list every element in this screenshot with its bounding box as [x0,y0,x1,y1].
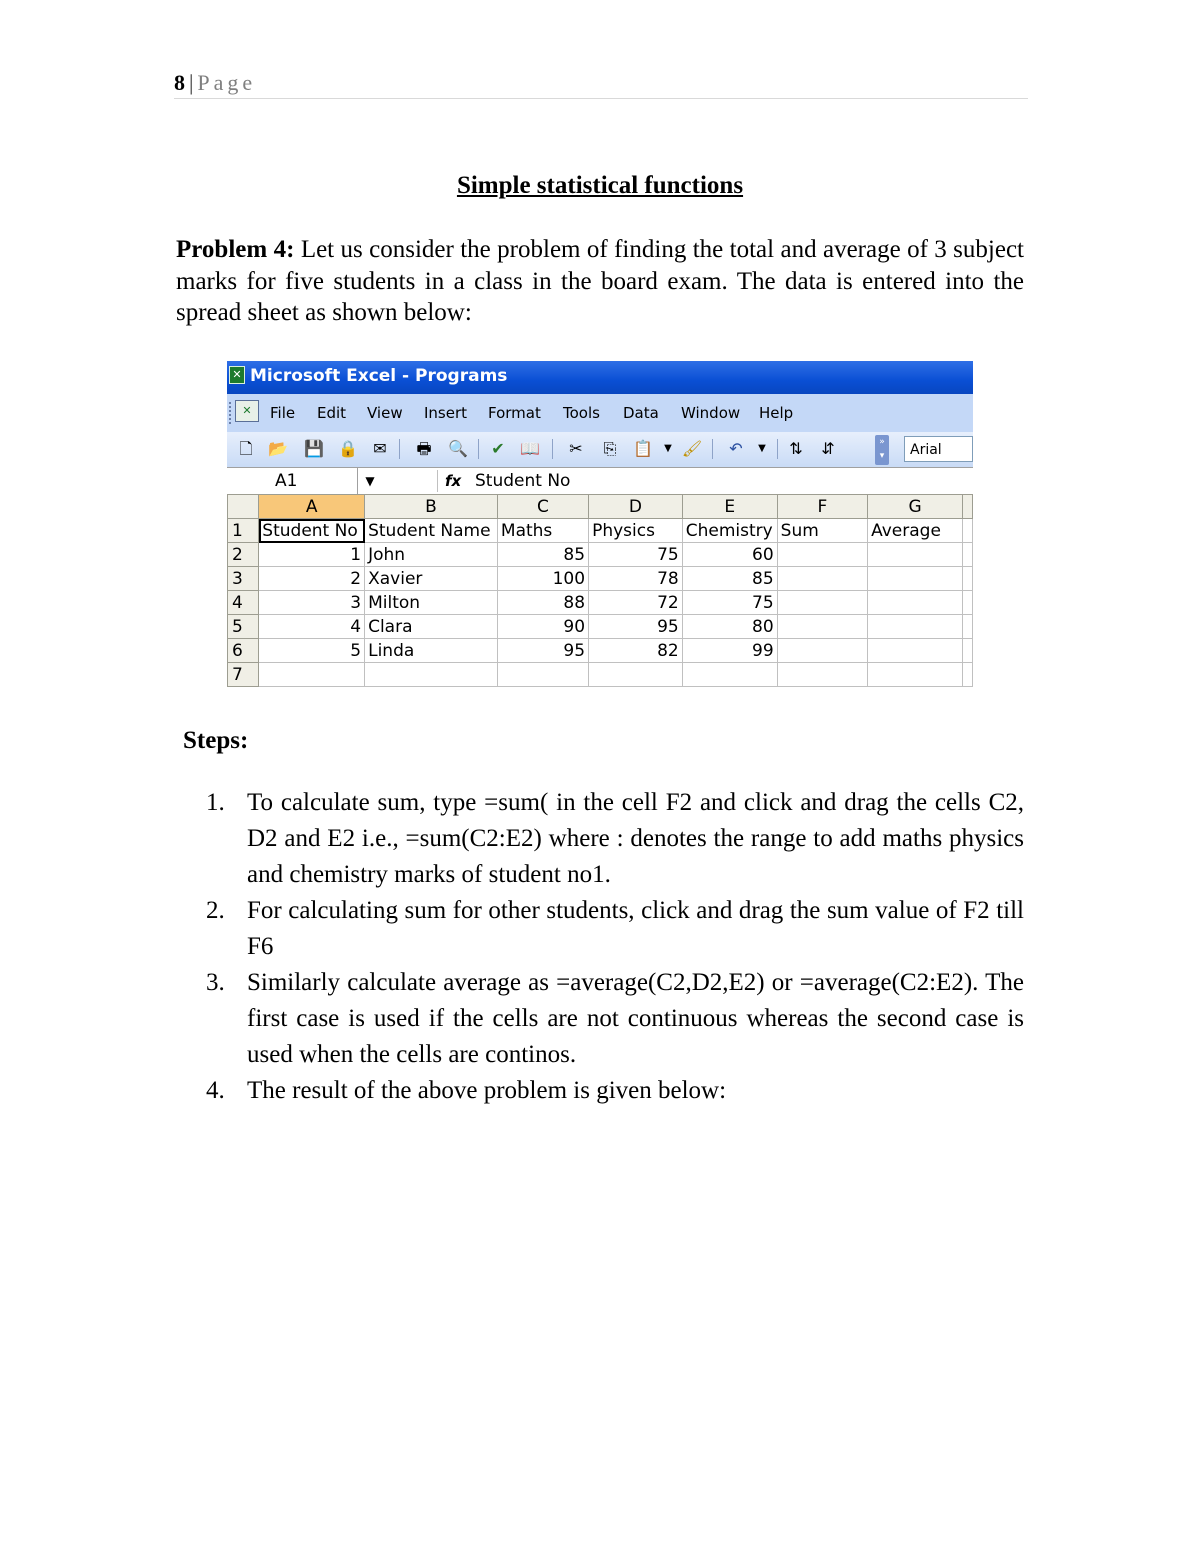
table-cell[interactable]: 78 [589,567,683,591]
toolbar-separator [777,439,778,459]
problem-text: Let us consider the problem of finding the total and average of 3 subject marks for five students in a class in the board exam. The data is entered into the spread sheet as shown below: [176,236,1025,326]
menu-view[interactable]: View [367,404,403,422]
menu-edit[interactable]: Edit [317,404,347,422]
table-cell[interactable] [868,639,963,663]
table-cell[interactable] [868,663,963,687]
excel-app-icon: ✕ [229,366,245,384]
step-text: To calculate sum, type =sum( in the cell F2 and click and drag the cells C2, D2 and E2 i.e., =sum(C2:E2) where : denotes the range to add maths physics and chemistry marks of student no1. [247,789,1024,888]
table-cell[interactable] [777,639,867,663]
table-cell[interactable]: 75 [589,543,683,567]
step-text: The result of the above problem is given below: [247,1077,727,1104]
table-cell[interactable]: 4 [259,615,365,639]
toolbar-grip [229,402,234,424]
table-cell[interactable] [777,591,867,615]
table-row [228,567,973,591]
table-cell[interactable] [777,543,867,567]
section-title: Simple statistical functions [456,172,744,199]
table-row [228,639,973,663]
step-number: 4. [206,1077,225,1104]
table-cell-filler [963,567,973,591]
table-cell[interactable]: 82 [589,639,683,663]
table-cell[interactable]: 85 [682,567,777,591]
table-cell[interactable] [868,615,963,639]
table-cell[interactable]: 100 [497,567,588,591]
row-header[interactable]: 2 [228,543,259,567]
table-cell-filler [963,543,973,567]
menu-window[interactable]: Window [681,404,741,422]
workbook-icon[interactable]: ✕ [235,400,259,422]
step-text: Similarly calculate average as =average(C2,D2,E2) or =average(C2:E2). The first case is used if the cells are not continuous whereas the second case is used when the cells are continos. [247,969,1024,1068]
name-box-dropdown-icon[interactable]: ▼ [365,474,375,488]
excel-title-bar [227,361,973,394]
table-row [228,663,973,687]
column-header[interactable]: B [365,495,498,519]
table-cell-filler [963,615,973,639]
table-cell[interactable] [365,663,498,687]
problem-statement [176,234,1024,329]
toolbar-options-chevron-icon[interactable]: » ▾ [875,435,889,465]
cut-icon[interactable]: ✂ [569,439,583,458]
step-text: For calculating sum for other students, click and drag the sum value of F2 till F6 [247,897,1024,960]
table-cell[interactable]: Student No [259,519,365,543]
table-cell-filler [963,519,973,543]
toolbar-separator [399,439,400,459]
toolbar-separator [478,439,479,459]
table-cell[interactable]: 5 [259,639,365,663]
print-icon[interactable]: 🖶 [416,439,432,458]
table-cell[interactable]: Student Name [365,519,498,543]
paste-dropdown-icon[interactable]: ▼ [664,443,672,454]
page-header [174,70,1028,99]
row-header[interactable]: 6 [228,639,259,663]
table-cell[interactable]: 95 [589,615,683,639]
email-icon[interactable]: ✉ [373,439,387,458]
table-cell[interactable] [868,591,963,615]
table-cell[interactable]: Milton [365,591,498,615]
column-header[interactable]: F [777,495,867,519]
column-header[interactable]: D [589,495,683,519]
table-row [228,519,973,543]
worksheet-grid [227,494,973,687]
step-item [206,893,1024,965]
table-cell[interactable]: 88 [497,591,588,615]
table-cell[interactable]: Physics [589,519,683,543]
table-row [228,591,973,615]
table-cell[interactable] [868,567,963,591]
table-cell[interactable]: 90 [497,615,588,639]
page-number: 8 [174,70,185,95]
menu-bar [227,394,973,432]
table-cell[interactable]: Linda [365,639,498,663]
menu-insert[interactable]: Insert [424,404,468,422]
row-header[interactable]: 3 [228,567,259,591]
menu-data[interactable]: Data [623,404,659,422]
step-item [206,785,1024,893]
column-header[interactable]: E [682,495,777,519]
steps-heading: Steps: [183,727,249,754]
save-icon[interactable]: 💾 [304,439,324,458]
table-cell[interactable]: 72 [589,591,683,615]
name-box[interactable]: A1 [227,468,358,495]
column-header[interactable]: C [497,495,588,519]
formula-bar [227,467,973,496]
page-label: Page [197,70,257,95]
steps-list [206,785,1024,1109]
standard-toolbar [227,432,973,467]
insert-function-icon[interactable]: fx [445,472,462,490]
table-cell[interactable]: 95 [497,639,588,663]
table-row [228,543,973,567]
column-header[interactable]: A [259,495,365,519]
format-painter-icon[interactable]: 🖌 [681,439,703,458]
formula-separator [437,470,438,492]
research-icon[interactable]: 📖 [520,439,540,458]
header-separator: | [189,70,194,95]
excel-screenshot [227,361,973,695]
menu-format[interactable]: Format [488,404,541,422]
table-cell[interactable] [777,615,867,639]
table-cell[interactable] [497,663,588,687]
new-document-icon[interactable]: 🗋 [239,439,253,458]
table-cell-filler [963,639,973,663]
menu-help[interactable]: Help [759,404,794,422]
window-title: Microsoft Excel - Programs [250,366,508,386]
toolbar-separator [552,439,553,459]
table-cell-filler [963,591,973,615]
spelling-icon[interactable]: ✔ [491,439,505,458]
row-header[interactable]: 5 [228,615,259,639]
table-cell[interactable]: 60 [682,543,777,567]
select-all-corner[interactable] [228,495,259,519]
table-cell[interactable]: 99 [682,639,777,663]
table-cell[interactable] [777,663,867,687]
step-item [206,965,1024,1073]
table-cell[interactable]: John [365,543,498,567]
step-number: 2. [206,897,225,924]
table-cell[interactable] [589,663,683,687]
permission-icon[interactable]: 🔒 [338,439,358,458]
font-name-box[interactable]: Arial [904,436,973,462]
menu-file[interactable]: File [270,404,296,422]
table-cell[interactable] [777,567,867,591]
table-cell[interactable]: Average [868,519,963,543]
table-cell[interactable]: Xavier [365,567,498,591]
paste-icon[interactable]: 📋 [633,439,653,458]
table-row [228,615,973,639]
row-header[interactable]: 4 [228,591,259,615]
row-header[interactable]: 1 [228,519,259,543]
problem-label: Problem 4: [176,236,295,263]
copy-icon[interactable]: ⎘ [603,439,617,458]
column-header[interactable]: G [868,495,963,519]
table-cell[interactable]: Sum [777,519,867,543]
column-header-filler [963,495,973,519]
step-item [206,1073,1024,1109]
open-folder-icon[interactable]: 📂 [268,439,288,458]
sort-descending-icon[interactable]: ⇵ [821,439,835,458]
table-cell[interactable]: Maths [497,519,588,543]
table-cell[interactable] [868,543,963,567]
table-cell[interactable]: 85 [497,543,588,567]
toolbar-separator [712,439,713,459]
print-preview-icon[interactable]: 🔍 [448,439,468,458]
step-number: 1. [206,789,225,816]
table-cell[interactable] [682,663,777,687]
sort-ascending-icon[interactable]: ⇅ [789,439,803,458]
undo-dropdown-icon[interactable]: ▼ [758,443,766,454]
menu-tools[interactable]: Tools [563,404,600,422]
table-cell[interactable]: 2 [259,567,365,591]
table-cell-filler [963,663,973,687]
table-cell[interactable] [259,663,365,687]
table-cell[interactable]: Chemistry [682,519,777,543]
step-number: 3. [206,969,225,996]
table-cell[interactable]: 1 [259,543,365,567]
undo-icon[interactable]: ↶ [729,439,743,458]
table-cell[interactable]: Clara [365,615,498,639]
formula-content[interactable]: Student No [475,471,571,491]
table-cell[interactable]: 75 [682,591,777,615]
table-cell[interactable]: 80 [682,615,777,639]
table-cell[interactable]: 3 [259,591,365,615]
row-header[interactable]: 7 [228,663,259,687]
